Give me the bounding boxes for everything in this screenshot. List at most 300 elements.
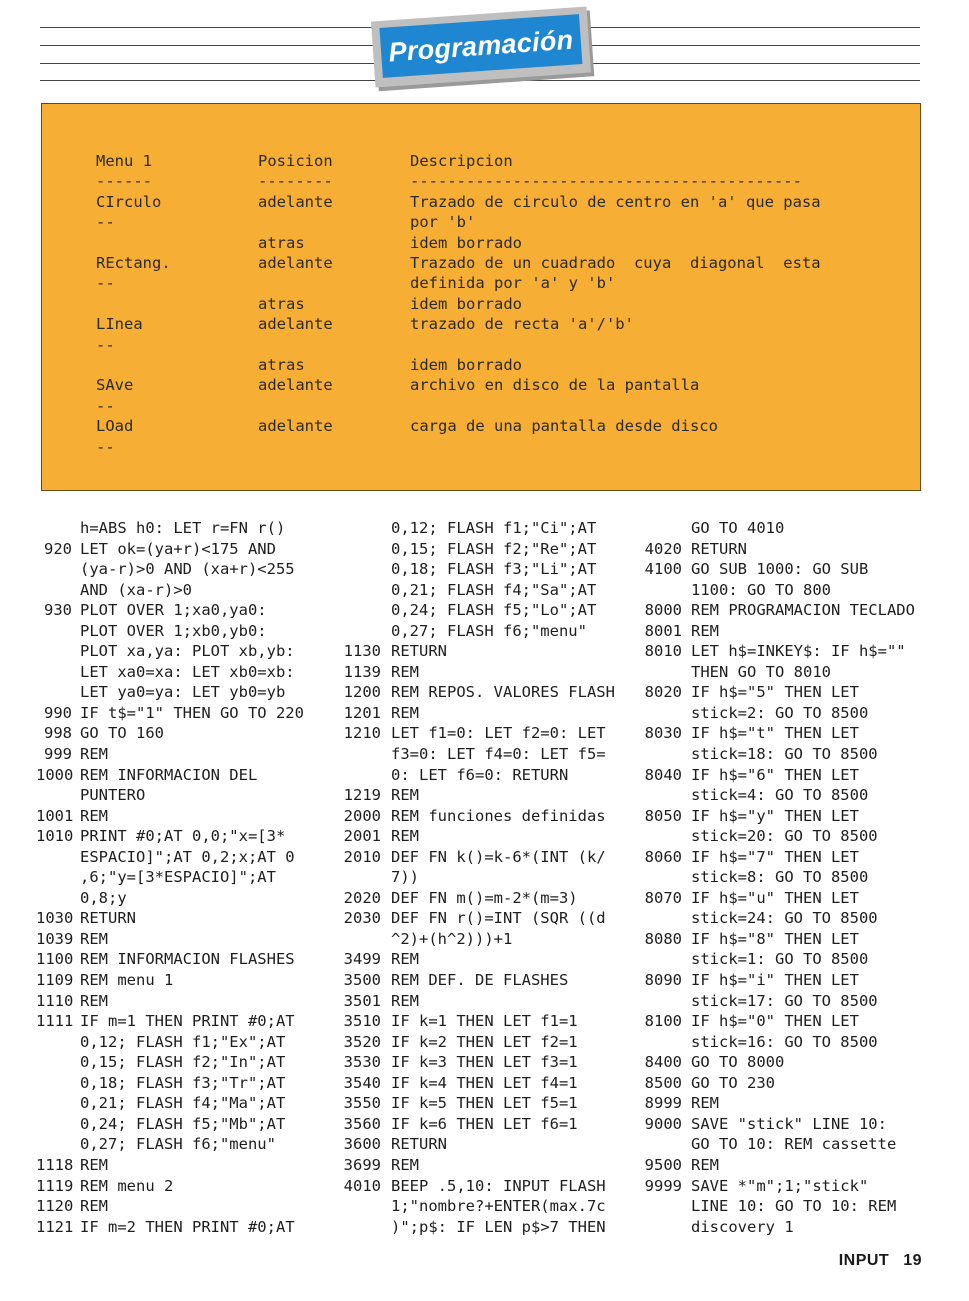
line-number: 3530 [343, 1053, 381, 1072]
menu-position-cell: atras [258, 356, 305, 374]
line-number: 2020 [343, 888, 381, 907]
code-line [336, 847, 636, 868]
code-line [336, 600, 636, 621]
section-title: Programación [387, 24, 575, 67]
code-text: REM [391, 827, 419, 846]
menu-position-cell: adelante [258, 315, 333, 334]
code-line [336, 723, 636, 744]
code-text: REM REPOS. VALORES FLASH [391, 683, 615, 702]
code-line [636, 682, 936, 703]
code-text: 1;"nombre?+ENTER(max.7c [391, 1197, 606, 1216]
line-number: 1121 [36, 1217, 74, 1236]
code-text: PUNTERO [80, 786, 146, 805]
code-line [336, 1196, 636, 1217]
line-number: 1219 [343, 786, 381, 805]
code-text: IF h$="7" THEN LET [691, 847, 859, 866]
code-line [636, 1176, 936, 1197]
code-text: )";p$: IF LEN p$>7 THEN [391, 1217, 606, 1236]
code-text: REM [391, 950, 419, 969]
line-number: 8400 [644, 1053, 682, 1072]
code-text: IF h$="6" THEN LET [691, 765, 859, 784]
line-number: 8020 [644, 683, 682, 702]
code-line [636, 1073, 936, 1094]
code-text: DEF FN r()=INT (SQR ((d [391, 909, 606, 928]
code-text: 0,12; FLASH f1;"Ex";AT [80, 1032, 286, 1051]
code-line [336, 1032, 636, 1053]
code-line [36, 641, 336, 662]
code-text: REM PROGRAMACION TECLADO [691, 601, 915, 620]
magazine-name: INPUT [838, 1252, 890, 1269]
code-text: 0,21; FLASH f4;"Ma";AT [80, 1094, 286, 1113]
code-line [636, 970, 936, 991]
line-number: 3560 [343, 1114, 381, 1133]
code-text: REM [691, 1155, 719, 1174]
menu-option-cell: -- [96, 274, 115, 293]
code-text: DEF FN m()=m-2*(m=3) [391, 888, 578, 907]
code-text: stick=16: GO TO 8500 [691, 1032, 878, 1051]
code-line [36, 888, 336, 909]
code-text: IF h$="u" THEN LET [691, 888, 859, 907]
code-text: REM DEF. DE FLASHES [391, 971, 569, 990]
line-number: 2030 [343, 909, 381, 928]
code-line [36, 1073, 336, 1094]
menu-option-cell: SAve [96, 376, 134, 395]
code-text: RETURN [80, 909, 136, 928]
code-text: 0,18; FLASH f3;"Li";AT [391, 560, 597, 579]
code-text: RETURN [391, 642, 447, 661]
code-text: stick=2: GO TO 8500 [691, 703, 869, 722]
code-line [36, 991, 336, 1012]
code-line [36, 949, 336, 970]
code-text: IF h$="8" THEN LET [691, 929, 859, 948]
line-number: 3699 [343, 1155, 381, 1174]
code-text: 0,15; FLASH f2;"In";AT [80, 1053, 286, 1072]
code-text: RETURN [391, 1135, 447, 1154]
code-text: 7)) [391, 868, 419, 887]
code-line [636, 929, 936, 950]
code-line [36, 703, 336, 724]
menu-option-cell: CIrculo [96, 192, 162, 211]
code-text: REM [80, 745, 108, 764]
code-line [36, 662, 336, 683]
line-number: 8080 [644, 929, 682, 948]
code-line [36, 744, 336, 765]
code-text: LINE 10: GO TO 10: REM [691, 1197, 897, 1216]
code-text: REM [691, 1094, 719, 1113]
code-text: REM menu 1 [80, 971, 174, 990]
line-number: 1010 [36, 827, 74, 846]
listing-column [336, 518, 636, 1237]
code-line [636, 867, 936, 888]
code-line [336, 1073, 636, 1094]
code-line [336, 539, 636, 560]
code-line [636, 1011, 936, 1032]
code-line [36, 929, 336, 950]
code-line [636, 539, 936, 560]
line-number: 1119 [36, 1176, 74, 1195]
code-text: IF h$="5" THEN LET [691, 683, 859, 702]
menu-description-cell: idem borrado [410, 356, 522, 374]
code-text: BEEP .5,10: INPUT FLASH [391, 1176, 606, 1195]
line-number: 8060 [644, 847, 682, 866]
code-line [636, 744, 936, 765]
code-text: DEF FN k()=k-6*(INT (k/ [391, 847, 606, 866]
code-line [336, 867, 636, 888]
code-line [336, 888, 636, 909]
code-text: RETURN [691, 539, 747, 558]
code-line [36, 682, 336, 703]
line-number: 3500 [343, 971, 381, 990]
code-line [36, 1093, 336, 1114]
menu-option-cell: -- [96, 213, 115, 232]
line-number: 4010 [343, 1176, 381, 1195]
code-text: GO TO 10: REM cassette [691, 1135, 897, 1154]
code-line [336, 621, 636, 642]
line-number: 8070 [644, 888, 682, 907]
code-line [636, 949, 936, 970]
code-line [336, 1114, 636, 1135]
line-number: 8500 [644, 1073, 682, 1092]
code-line [636, 518, 936, 539]
code-line [336, 929, 636, 950]
code-line [336, 518, 636, 539]
code-text: ESPACIO]";AT 0,2;x;AT 0 [80, 847, 295, 866]
menu-position-cell: adelante [258, 376, 333, 395]
menu-position-cell: atras [258, 294, 305, 313]
code-line [36, 908, 336, 929]
line-number: 9500 [644, 1155, 682, 1174]
code-line [36, 1217, 336, 1238]
code-text: GO TO 230 [691, 1073, 775, 1092]
code-line [36, 1032, 336, 1053]
menu-description-cell: idem borrado [410, 294, 522, 313]
menu-description-cell: archivo en disco de la pantalla [410, 376, 700, 395]
line-number: 1120 [36, 1197, 74, 1216]
line-number: 2010 [343, 847, 381, 866]
line-number: 3501 [343, 991, 381, 1010]
code-text: 0,24; FLASH f5;"Mb";AT [80, 1114, 286, 1133]
line-number: 2001 [343, 827, 381, 846]
code-text: stick=1: GO TO 8500 [691, 950, 869, 969]
line-number: 1100 [36, 950, 74, 969]
code-line [36, 765, 336, 786]
code-line [36, 621, 336, 642]
code-line [636, 1114, 936, 1135]
code-text: h=ABS h0: LET r=FN r() [80, 519, 286, 537]
code-text: REM [391, 991, 419, 1010]
code-line [36, 1114, 336, 1135]
code-line [36, 1052, 336, 1073]
code-text: 1100: GO TO 800 [691, 580, 831, 599]
code-line [36, 847, 336, 868]
code-line [336, 1093, 636, 1114]
line-number: 9999 [644, 1176, 682, 1195]
menu-position-cell: -------- [258, 172, 333, 191]
code-text: REM INFORMACION FLASHES [80, 950, 295, 969]
line-number: 8010 [644, 642, 682, 661]
code-text: stick=4: GO TO 8500 [691, 786, 869, 805]
menu-description-cell: carga de una pantalla desde disco [410, 417, 718, 436]
code-text: THEN GO TO 8010 [691, 662, 831, 681]
code-text: LET h$=INKEY$: IF h$="" [691, 642, 906, 661]
menu-description-cell: trazado de recta 'a'/'b' [410, 315, 634, 334]
code-line [636, 600, 936, 621]
code-text: ^2)+(h^2)))+1 [391, 929, 513, 948]
code-text: LET f1=0: LET f2=0: LET [391, 724, 606, 743]
code-text: PLOT OVER 1;xa0,ya0: [80, 601, 267, 620]
line-number: 8100 [644, 1012, 682, 1031]
code-line [36, 867, 336, 888]
line-number: 990 [44, 703, 72, 722]
line-number: 1210 [343, 724, 381, 743]
menu-option-cell: Menu 1 [96, 152, 152, 170]
code-line [36, 600, 336, 621]
code-text: IF k=3 THEN LET f3=1 [391, 1053, 578, 1072]
line-number: 3520 [343, 1032, 381, 1051]
code-text: stick=8: GO TO 8500 [691, 868, 869, 887]
code-text: 0: LET f6=0: RETURN [391, 765, 569, 784]
listing-column [636, 518, 936, 1237]
code-text: f3=0: LET f4=0: LET f5= [391, 745, 606, 764]
code-line [36, 785, 336, 806]
code-line [36, 1134, 336, 1155]
line-number: 8030 [644, 724, 682, 743]
line-number: 4020 [644, 539, 682, 558]
menu-description-cell: definida por 'a' y 'b' [410, 274, 616, 293]
line-number: 2000 [343, 806, 381, 825]
code-text: REM menu 2 [80, 1176, 174, 1195]
section-banner [371, 7, 591, 88]
code-line [336, 1217, 636, 1238]
code-line [336, 1134, 636, 1155]
code-text: stick=20: GO TO 8500 [691, 827, 878, 846]
code-text: 0,27; FLASH f6;"menu" [80, 1135, 276, 1154]
line-number: 8050 [644, 806, 682, 825]
code-line [636, 1032, 936, 1053]
code-text: REM [391, 786, 419, 805]
code-text: 0,12; FLASH f1;"Ci";AT [391, 519, 597, 537]
code-text: 0,18; FLASH f3;"Tr";AT [80, 1073, 286, 1092]
code-text: ,6;"y=[3*ESPACIO]";AT [80, 868, 276, 887]
code-line [336, 949, 636, 970]
code-text: 0,15; FLASH f2;"Re";AT [391, 539, 597, 558]
code-text: PRINT #0;AT 0,0;"x=[3* [80, 827, 286, 846]
code-text: IF k=5 THEN LET f5=1 [391, 1094, 578, 1113]
code-line [636, 847, 936, 868]
code-line [336, 1155, 636, 1176]
menu-description-cell: idem borrado [410, 233, 522, 252]
code-line [336, 1176, 636, 1197]
code-text: REM [391, 1155, 419, 1174]
menu-option-cell: -- [96, 437, 115, 456]
line-number: 9000 [644, 1114, 682, 1133]
line-number: 1000 [36, 765, 74, 784]
page-footer [839, 1252, 922, 1270]
menu-description-cell: Descripcion [410, 152, 513, 170]
code-line [636, 621, 936, 642]
line-number: 1110 [36, 991, 74, 1010]
code-line [636, 826, 936, 847]
line-number: 8999 [644, 1094, 682, 1113]
section-banner-label [379, 14, 582, 78]
line-number: 3540 [343, 1073, 381, 1092]
code-line [636, 1196, 936, 1217]
code-text: GO SUB 1000: GO SUB [691, 560, 869, 579]
line-number: 8001 [644, 621, 682, 640]
code-line [636, 580, 936, 601]
code-text: IF h$="0" THEN LET [691, 1012, 859, 1031]
line-number: 8090 [644, 971, 682, 990]
line-number: 3499 [343, 950, 381, 969]
code-line [336, 559, 636, 580]
code-line [636, 888, 936, 909]
code-text: REM funciones definidas [391, 806, 606, 825]
code-line [636, 703, 936, 724]
code-line [636, 1093, 936, 1114]
code-text: SAVE "stick" LINE 10: [691, 1114, 887, 1133]
code-line [636, 1155, 936, 1176]
line-number: 1139 [343, 662, 381, 681]
line-number: 1201 [343, 703, 381, 722]
menu-position-cell: Posicion [258, 152, 333, 170]
code-text: IF k=1 THEN LET f1=1 [391, 1012, 578, 1031]
code-line [336, 908, 636, 929]
code-line [636, 1134, 936, 1155]
code-line [36, 518, 336, 539]
code-text: (ya-r)>0 AND (xa+r)<255 [80, 560, 295, 579]
code-line [336, 970, 636, 991]
code-line [336, 991, 636, 1012]
code-line [336, 703, 636, 724]
code-text: REM [80, 806, 108, 825]
line-number: 999 [44, 745, 72, 764]
code-line [336, 1011, 636, 1032]
code-text: discovery 1 [691, 1217, 794, 1236]
code-text: IF k=2 THEN LET f2=1 [391, 1032, 578, 1051]
code-text: 0,27; FLASH f6;"menu" [391, 621, 587, 640]
code-text: 0,24; FLASH f5;"Lo";AT [391, 601, 597, 620]
line-number: 1118 [36, 1155, 74, 1174]
code-line [336, 785, 636, 806]
code-text: GO TO 4010 [691, 519, 785, 537]
line-number: 1111 [36, 1012, 74, 1031]
code-line [336, 744, 636, 765]
code-line [636, 765, 936, 786]
menu-position-cell: adelante [258, 192, 333, 211]
menu-description-cell: Trazado de un cuadrado cuya diagonal esta [410, 254, 821, 272]
code-text: LET ok=(ya+r)<175 AND [80, 539, 276, 558]
code-line [336, 826, 636, 847]
code-line [636, 1217, 936, 1238]
code-text: SAVE *"m";1;"stick" [691, 1176, 869, 1195]
menu-option-cell: -- [96, 335, 115, 354]
menu-position-cell: adelante [258, 254, 333, 272]
code-text: GO TO 160 [80, 724, 164, 743]
code-text: LET xa0=xa: LET xb0=xb: [80, 662, 295, 681]
menu-option-cell: LOad [96, 417, 134, 436]
code-text: 0,21; FLASH f4;"Sa";AT [391, 580, 597, 599]
code-line [336, 806, 636, 827]
code-text: IF h$="y" THEN LET [691, 806, 859, 825]
line-number: 4100 [644, 560, 682, 579]
code-text: REM [80, 929, 108, 948]
code-text: 0,8;y [80, 888, 127, 907]
code-line [636, 662, 936, 683]
code-line [636, 991, 936, 1012]
code-text: PLOT xa,ya: PLOT xb,yb: [80, 642, 295, 661]
code-line [36, 1011, 336, 1032]
code-text: IF h$="i" THEN LET [691, 971, 859, 990]
menu-description-table [41, 103, 921, 491]
code-line [336, 1052, 636, 1073]
code-line [36, 559, 336, 580]
menu-description-cell: ------------------------------------------ [410, 172, 802, 191]
code-line [636, 908, 936, 929]
code-line [336, 662, 636, 683]
code-line [36, 539, 336, 560]
code-text: REM [391, 662, 419, 681]
code-text: IF m=1 THEN PRINT #0;AT [80, 1012, 295, 1031]
line-number: 8040 [644, 765, 682, 784]
code-line [636, 785, 936, 806]
code-line [636, 641, 936, 662]
line-number: 1039 [36, 929, 74, 948]
code-text: IF k=6 THEN LET f6=1 [391, 1114, 578, 1133]
line-number: 8000 [644, 601, 682, 620]
code-line [36, 723, 336, 744]
code-line [336, 580, 636, 601]
code-line [636, 806, 936, 827]
code-text: REM [691, 621, 719, 640]
code-line [636, 559, 936, 580]
code-text: stick=18: GO TO 8500 [691, 745, 878, 764]
line-number: 920 [44, 539, 72, 558]
code-line [36, 806, 336, 827]
code-line [36, 1196, 336, 1217]
menu-option-cell: REctang. [96, 254, 171, 272]
code-text: REM [80, 991, 108, 1010]
code-text: IF t$="1" THEN GO TO 220 [80, 703, 304, 722]
menu-position-cell: adelante [258, 417, 333, 436]
page-number: 19 [903, 1252, 922, 1269]
code-text: PLOT OVER 1;xb0,yb0: [80, 621, 267, 640]
code-line [336, 765, 636, 786]
code-text: stick=24: GO TO 8500 [691, 909, 878, 928]
code-text: IF m=2 THEN PRINT #0;AT [80, 1217, 295, 1236]
menu-description-cell: por 'b' [410, 213, 476, 232]
code-line [36, 1176, 336, 1197]
code-text: REM INFORMACION DEL [80, 765, 258, 784]
line-number: 930 [44, 601, 72, 620]
code-line [636, 1052, 936, 1073]
code-text: REM [391, 703, 419, 722]
menu-description-cell: Trazado de circulo de centro en 'a' que pasa [410, 192, 821, 211]
code-line [336, 641, 636, 662]
line-number: 3600 [343, 1135, 381, 1154]
code-line [36, 970, 336, 991]
line-number: 1200 [343, 683, 381, 702]
code-line [36, 1155, 336, 1176]
code-text: stick=17: GO TO 8500 [691, 991, 878, 1010]
line-number: 1130 [343, 642, 381, 661]
listing-column [36, 518, 336, 1237]
menu-option-cell: LInea [96, 315, 143, 334]
menu-option-cell: ------ [96, 172, 152, 191]
code-text: LET ya0=ya: LET yb0=yb [80, 683, 286, 702]
line-number: 3510 [343, 1012, 381, 1031]
code-text: REM [80, 1155, 108, 1174]
code-text: REM [80, 1197, 108, 1216]
